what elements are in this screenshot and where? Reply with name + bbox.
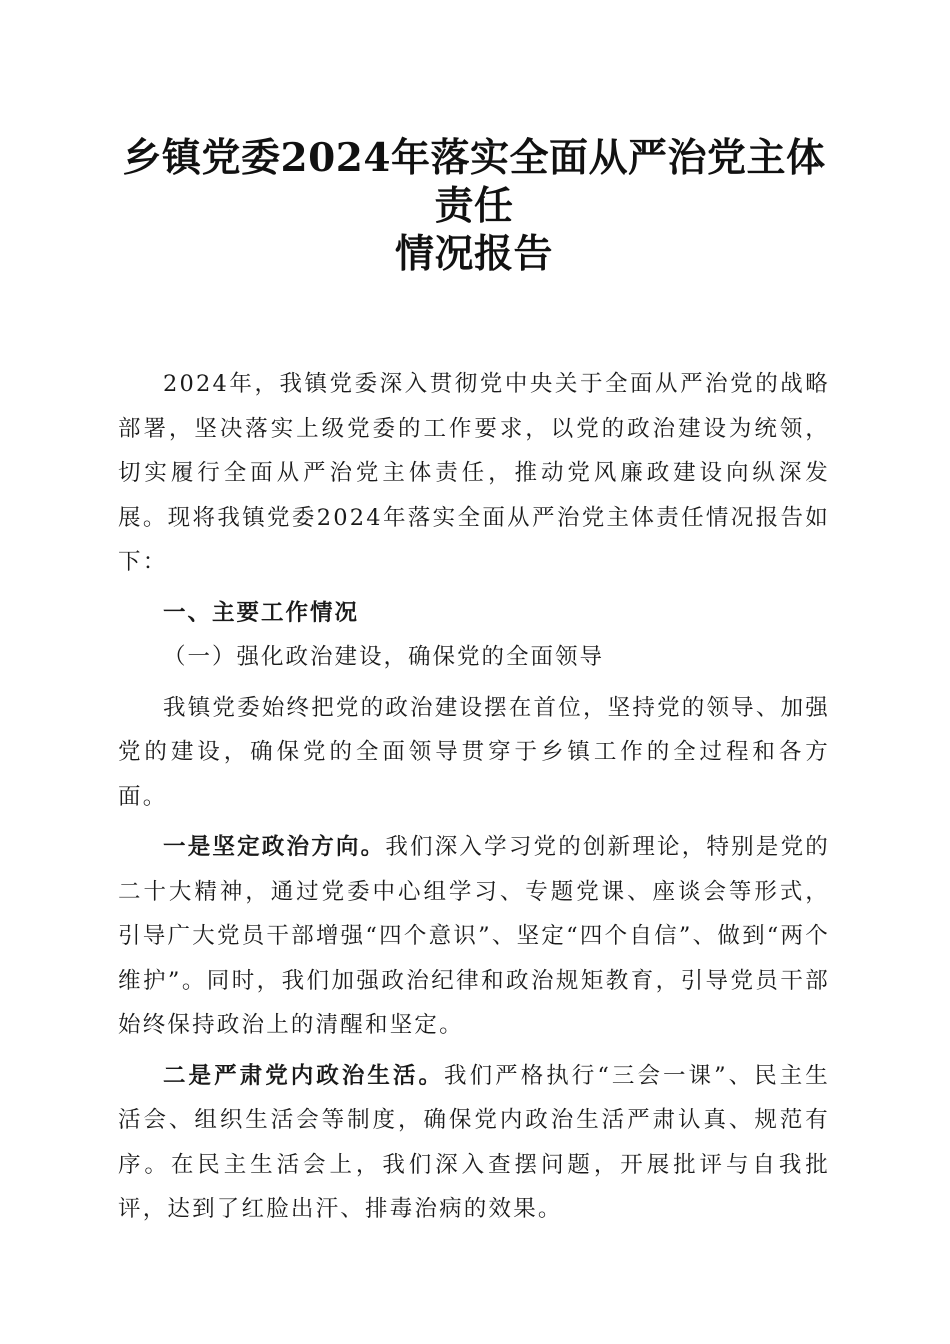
point-paragraph-2	[118, 1054, 830, 1232]
subsection-intro-paragraph: 我镇党委始终把党的政治建设摆在首位，坚持党的领导、加强党的建设，确保党的全面领导贯穿于乡镇工作的全过程和各方面。	[118, 694, 830, 810]
document-title	[118, 134, 830, 278]
point-paragraph-1	[118, 825, 830, 1048]
section-heading-1: 一、主要工作情况	[163, 599, 360, 626]
point-lead-1: 一是坚定政治方向。	[163, 834, 386, 860]
point-lead-2: 二是严肃党内政治生活。	[163, 1062, 445, 1089]
document-body	[118, 362, 830, 1232]
point-text-2: 我们严格执行“三会一课”、民主生活会、组织生活会等制度，确保党内政治生活严肃认真、规范有序。在民主生活会上，我们深入查摆问题，开展批评与自我批评，达到了红脸出汗、排毒治病的效果。	[118, 1062, 830, 1222]
title-line-1: 乡镇党委2024年落实全面从严治党主体责任	[122, 135, 826, 229]
document-page	[118, 134, 830, 1232]
intro-paragraph: 2024年，我镇党委深入贯彻党中央关于全面从严治党的战略部署，坚决落实上级党委的工作要求，以党的政治建设为统领，切实履行全面从严治党主体责任，推动党风廉政建设向纵深发展。现将我镇党委2024年落实全面从严治党主体责任情况报告如下：	[118, 371, 830, 575]
title-line-2: 情况报告	[394, 231, 553, 277]
subsection-heading-1: （一）强化政治建设，确保党的全面领导	[163, 644, 605, 670]
point-text-1: 我们深入学习党的创新理论，特别是党的二十大精神，通过党委中心组学习、专题党课、座谈会等形式，引导广大党员干部增强“四个意识”、坚定“四个自信”、做到“两个维护”。同时，我们加强政治纪律和政治规矩教育，引导党员干部始终保持政治上的清醒和坚定。	[118, 834, 830, 1038]
